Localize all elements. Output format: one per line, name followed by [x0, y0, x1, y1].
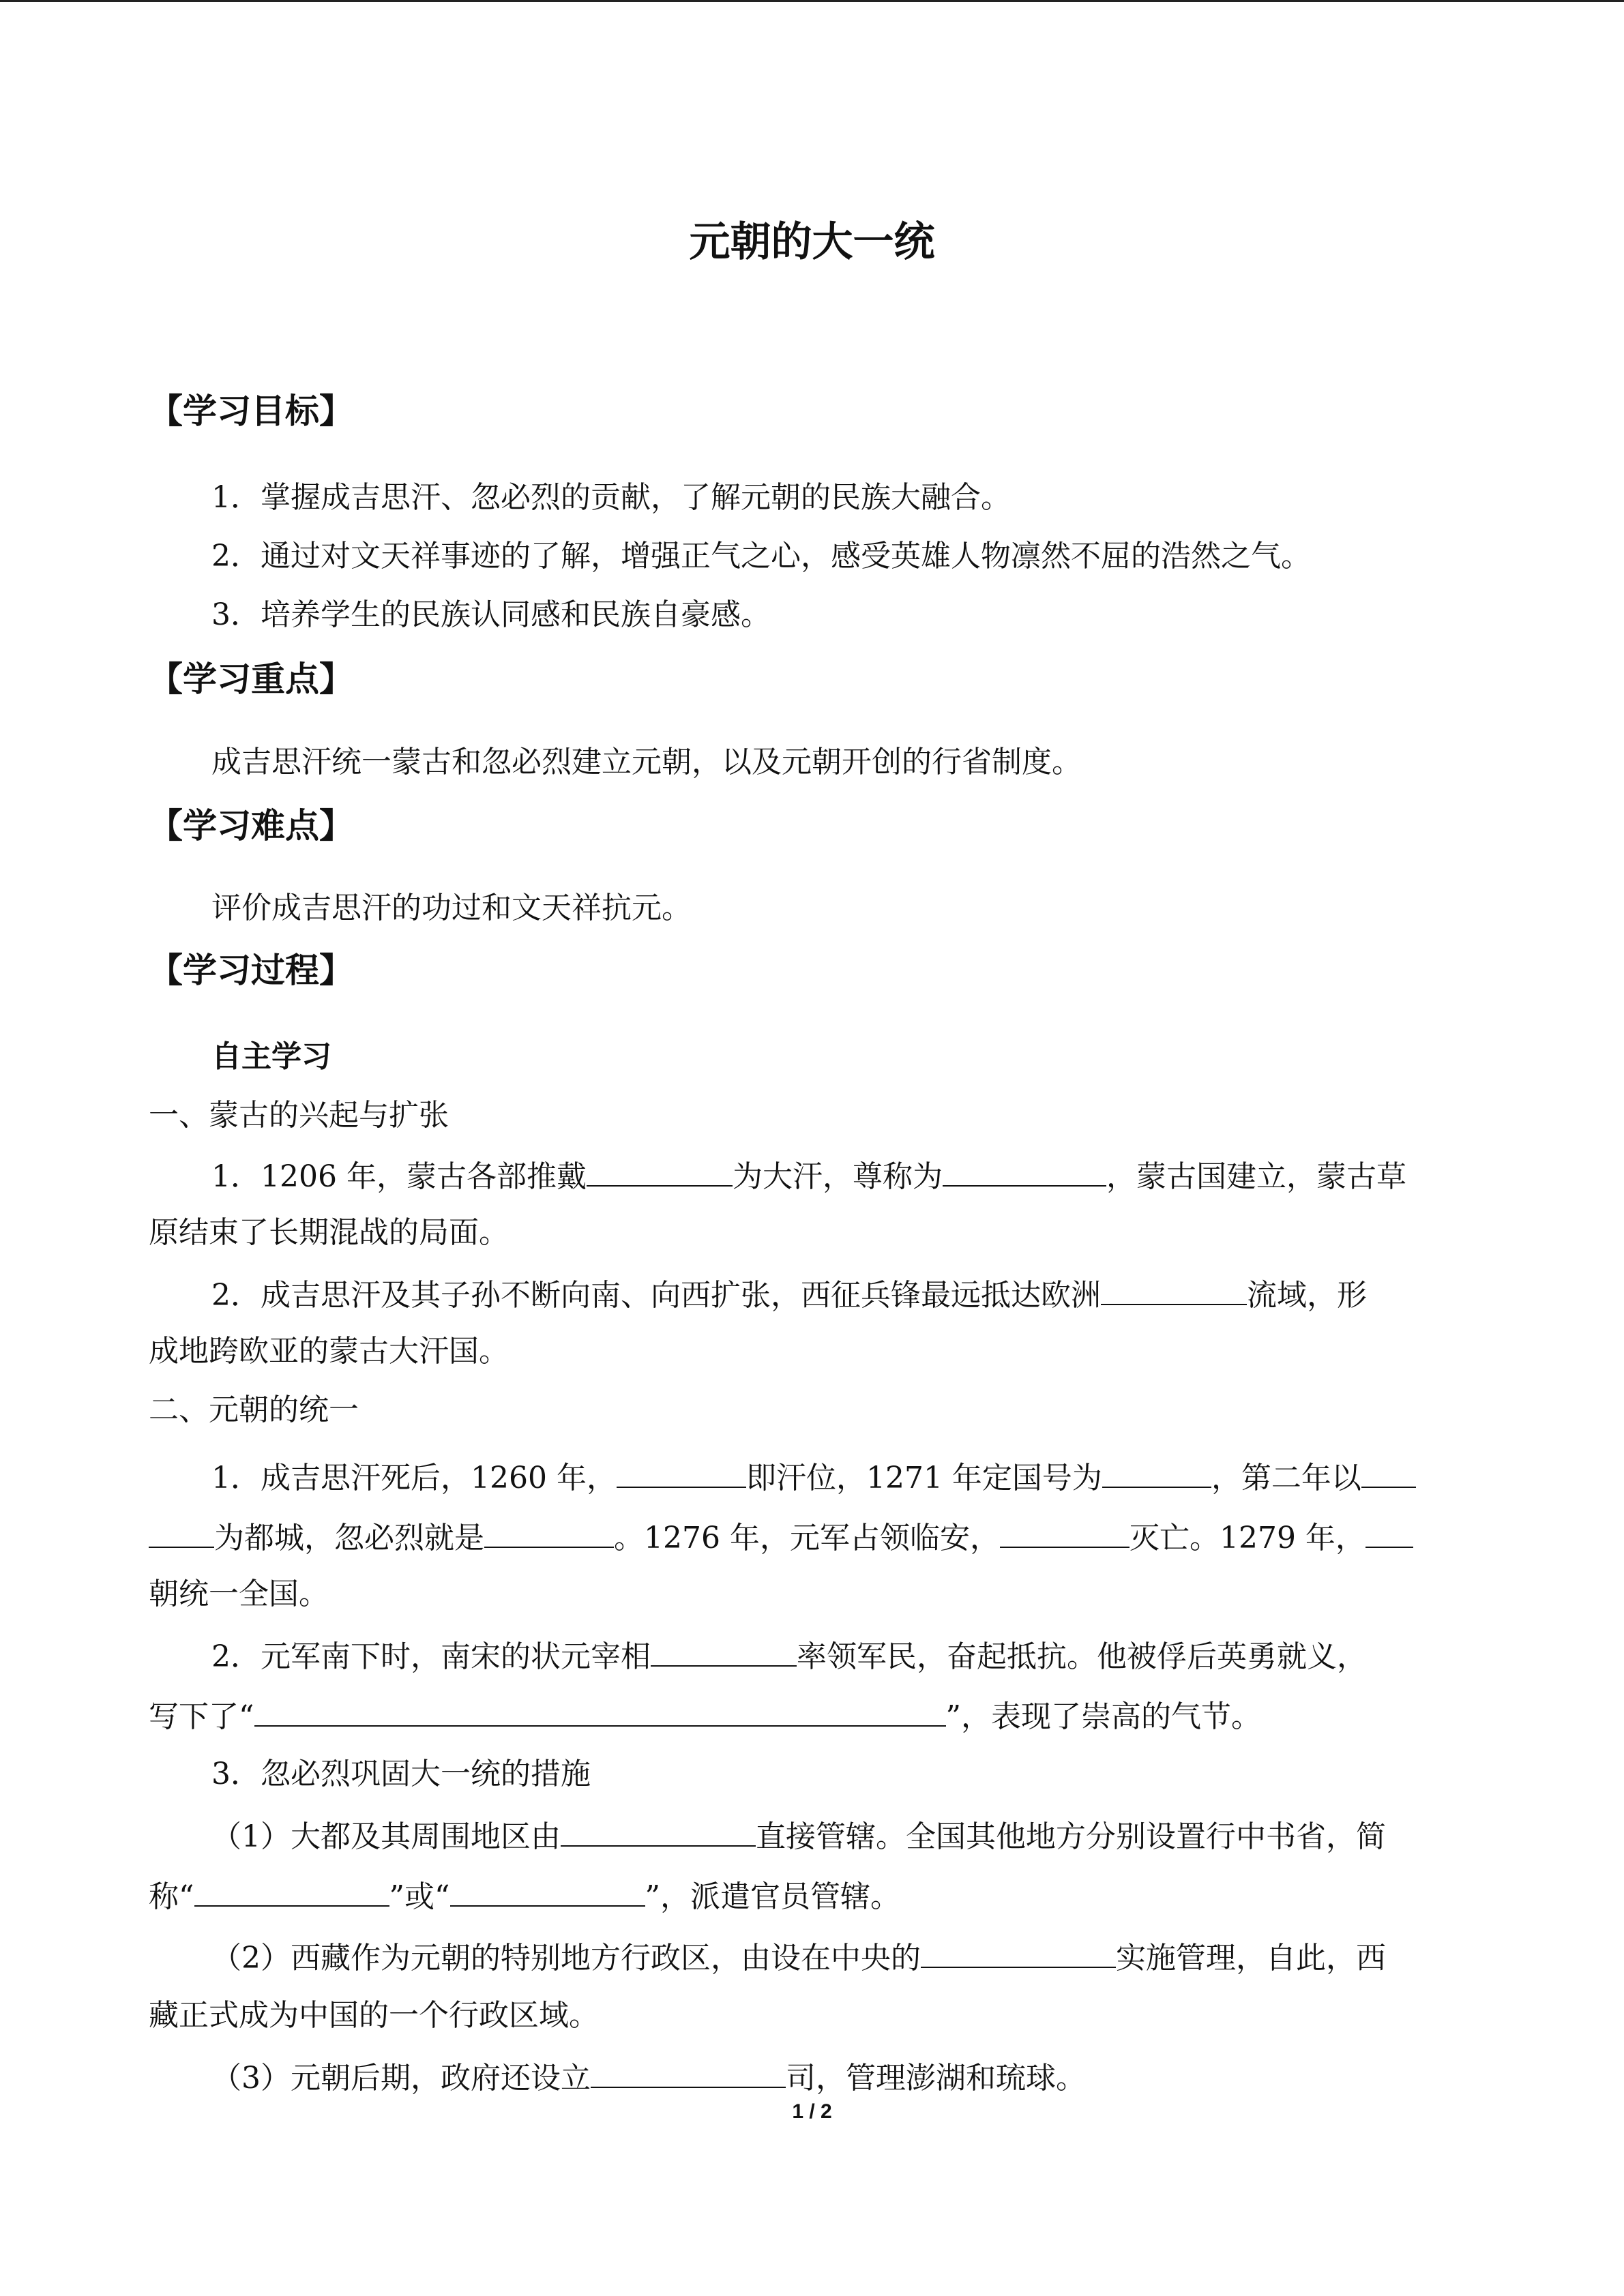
answer-blank[interactable]	[921, 1935, 1116, 1968]
answer-blank[interactable]	[194, 1874, 389, 1907]
difficulty-text: 评价成吉思汗的功过和文天祥抗元。	[211, 891, 692, 925]
answer-blank[interactable]	[617, 1455, 746, 1488]
answer-blank[interactable]	[484, 1515, 614, 1548]
question-line: 1．1206 年，蒙古各部推戴 为大汗，尊称为 ，蒙古国建立，蒙古草	[211, 1154, 1406, 1197]
heading-difficulty: 【学习难点】	[149, 806, 353, 846]
answer-blank[interactable]	[149, 1515, 214, 1548]
question-line: 2．元军南下时，南宋的状元宰相 率领军民，奋起抵抗。他被俘后英勇就义，	[211, 1634, 1367, 1678]
part-title: 二、元朝的统一	[149, 1392, 359, 1427]
question-line: 成地跨欧亚的蒙古大汗国。	[149, 1334, 509, 1369]
answer-blank[interactable]	[651, 1634, 797, 1667]
question-line: 朝统一全国。	[149, 1577, 329, 1611]
question-line: （1）大都及其周围地区由 直接管辖。全国其他地方分别设置行中书省，简	[211, 1814, 1386, 1858]
question-line: 1．成吉思汗死后，1260 年， 即汗位，1271 年定国号为 ，第二年以	[211, 1455, 1416, 1499]
question-line: 为都城，忽必烈就是 。1276 年，元军占领临安， 灭亡。1279 年，	[149, 1515, 1413, 1559]
goal-item: 2．通过对文天祥事迹的了解，增强正气之心，感受英雄人物凛然不屈的浩然之气。	[211, 539, 1311, 573]
question-line: 藏正式成为中国的一个行政区域。	[149, 1998, 599, 2033]
question-line: （2）西藏作为元朝的特别地方行政区，由设在中央的 实施管理，自此，西	[211, 1935, 1386, 1979]
answer-blank[interactable]	[1000, 1515, 1130, 1548]
subheading-self-study: 自主学习	[211, 1039, 331, 1074]
page-number: 1 / 2	[792, 2100, 832, 2123]
answer-blank[interactable]	[561, 1814, 756, 1847]
answer-blank[interactable]	[943, 1154, 1106, 1187]
question-line: 写下了“ ”，表现了崇高的气节。	[149, 1694, 1261, 1738]
focus-text: 成吉思汗统一蒙古和忽必烈建立元朝，以及元朝开创的行省制度。	[211, 745, 1082, 779]
answer-blank[interactable]	[1361, 1455, 1416, 1488]
heading-focus: 【学习重点】	[149, 659, 353, 699]
answer-blank[interactable]	[1102, 1455, 1211, 1488]
answer-blank[interactable]	[254, 1694, 946, 1727]
goal-item: 3．培养学生的民族认同感和民族自豪感。	[211, 597, 771, 632]
part-title: 一、蒙古的兴起与扩张	[149, 1098, 449, 1133]
document-title: 元朝的大一统	[689, 218, 935, 266]
answer-blank[interactable]	[450, 1874, 645, 1907]
question-line: 3．忽必烈巩固大一统的措施	[211, 1757, 591, 1791]
question-line: 称“ ”或“ ”，派遣官员管辖。	[149, 1874, 900, 1918]
heading-process: 【学习过程】	[149, 951, 353, 990]
goal-item: 1．掌握成吉思汗、忽必烈的贡献，了解元朝的民族大融合。	[211, 480, 1011, 515]
question-line: 原结束了长期混战的局面。	[149, 1215, 509, 1250]
question-line: 2．成吉思汗及其子孙不断向南、向西扩张，西征兵锋最远抵达欧洲 流域，形	[211, 1272, 1367, 1316]
answer-blank[interactable]	[1101, 1272, 1247, 1305]
top-border	[0, 0, 1624, 2]
answer-blank[interactable]	[587, 1154, 733, 1187]
heading-goals: 【学习目标】	[149, 391, 353, 431]
question-line: （3）元朝后期，政府还设立 司，管理澎湖和琉球。	[211, 2055, 1086, 2099]
answer-blank[interactable]	[591, 2055, 786, 2088]
answer-blank[interactable]	[1365, 1515, 1413, 1548]
